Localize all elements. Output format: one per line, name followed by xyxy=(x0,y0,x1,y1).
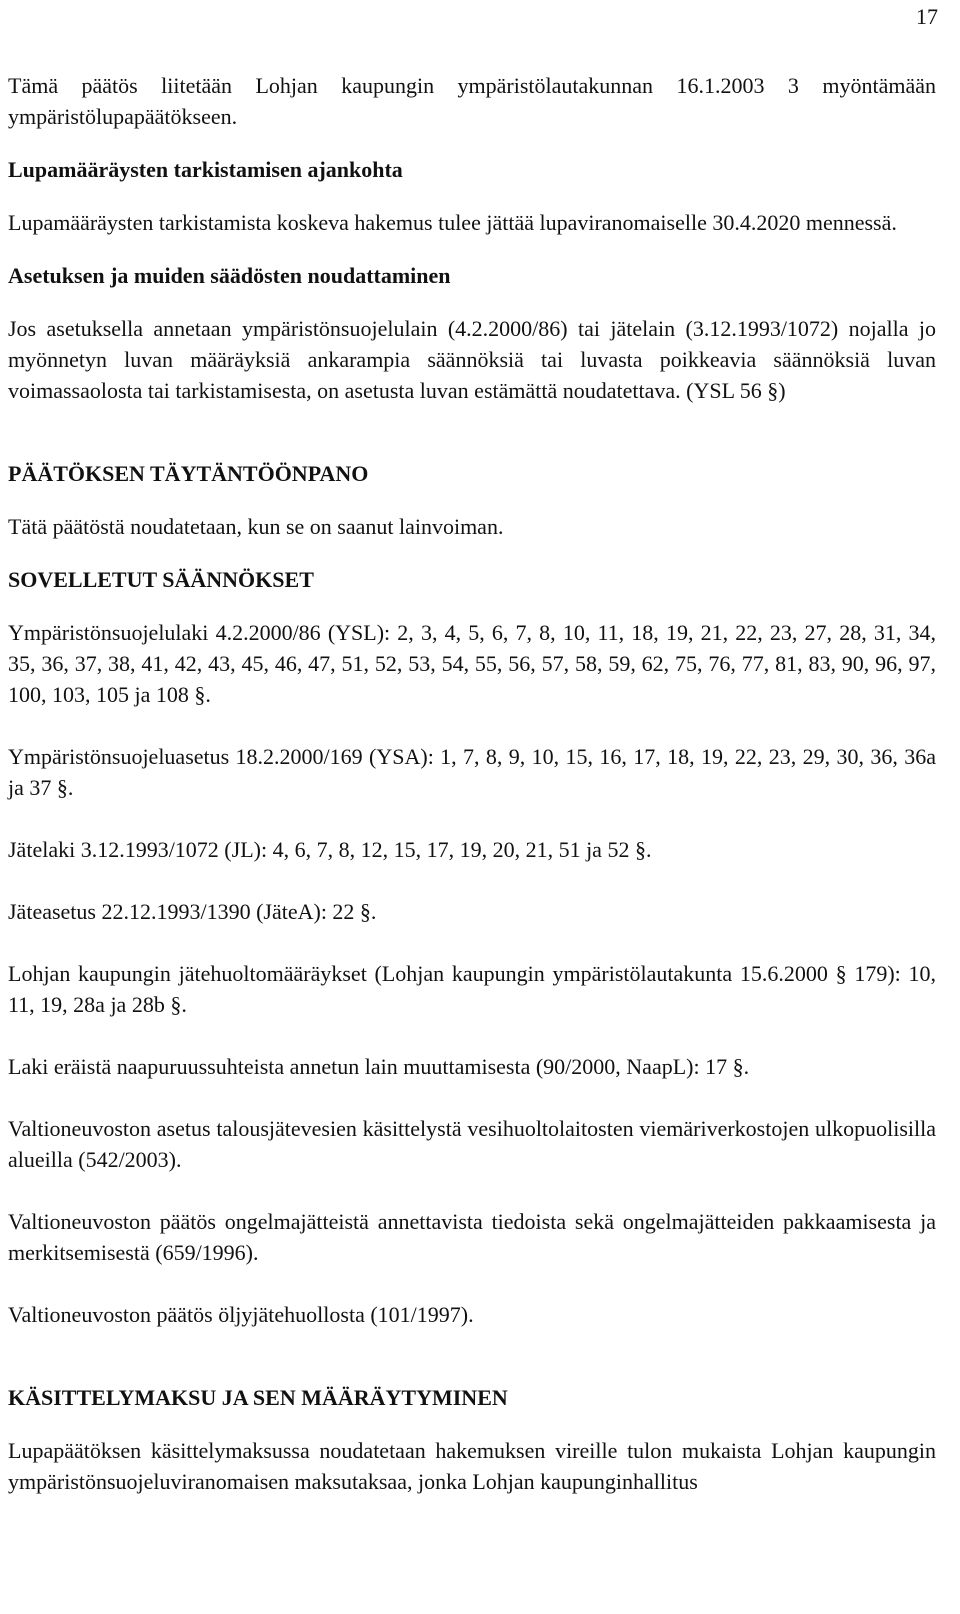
law-ysa: Ympäristönsuojeluasetus 18.2.2000/169 (YSA): 1, 7, 8, 9, 10, 15, 16, 17, 18, 19, 22, 23, 29, 30, 36, 36a ja 37 §. xyxy=(8,744,936,800)
heading-compliance: Asetuksen ja muiden säädösten noudattaminen xyxy=(8,263,451,288)
enforcement-paragraph: Tätä päätöstä noudatetaan, kun se on saanut lainvoiman. xyxy=(8,514,504,539)
law-naapl: Laki eräistä naapuruussuhteista annetun lain muuttamisesta (90/2000, NaapL): 17 §. xyxy=(8,1054,750,1079)
fee-paragraph: Lupapäätöksen käsittelymaksussa noudatetaan hakemuksen vireille tulon mukaista Lohjan kaupungin ympäristönsuojeluviranomaisen maksutaksaa, jonka Lohjan kaupunginhallitus xyxy=(8,1438,936,1494)
law-vnp-hazardous: Valtioneuvoston päätös ongelmajätteistä annettavista tiedoista sekä ongelmajätteiden pakkaamisesta ja merkitsemisestä (659/1996). xyxy=(8,1209,936,1265)
heading-enforcement: PÄÄTÖKSEN TÄYTÄNTÖÖNPANO xyxy=(8,461,369,486)
review-paragraph: Lupamääräysten tarkistamista koskeva hakemus tulee jättää lupaviranomaiselle 30.4.2020 mennessä. xyxy=(8,210,897,235)
law-vnp-oil: Valtioneuvoston päätös öljyjätehuollosta (101/1997). xyxy=(8,1302,474,1327)
document-body xyxy=(8,70,936,1497)
law-lohja: Lohjan kaupungin jätehuoltomääräykset (Lohjan kaupungin ympäristölautakunta 15.6.2000 § 179): 10, 11, 19, 28a ja 28b §. xyxy=(8,961,936,1017)
heading-review-timing: Lupamääräysten tarkistamisen ajankohta xyxy=(8,157,403,182)
compliance-paragraph: Jos asetuksella annetaan ympäristönsuojelulain (4.2.2000/86) tai jätelain (3.12.1993/1072) nojalla jo myönnetyn luvan määräyksiä ankarampia säännöksiä tai luvasta poikkeavia säännöksiä luvan voimassaolosta tai tarkistamisesta, on asetusta luvan estämättä noudatettava. (YSL 56 §) xyxy=(8,316,936,403)
heading-processing-fee: KÄSITTELYMAKSU JA SEN MÄÄRÄYTYMINEN xyxy=(8,1385,508,1410)
law-jl: Jätelaki 3.12.1993/1072 (JL): 4, 6, 7, 8, 12, 15, 17, 19, 20, 21, 51 ja 52 §. xyxy=(8,837,652,862)
law-ysl: Ympäristönsuojelulaki 4.2.2000/86 (YSL): 2, 3, 4, 5, 6, 7, 8, 10, 11, 18, 19, 21, 22, 23, 27, 28, 31, 34, 35, 36, 37, 38, 41, 42, 43, 45, 46, 47, 51, 52, 53, 54, 55, 56, 57, 58, 59, 62, 75, 76, 77, 81, 83, 90, 96, 97, 100, 103, 105 ja 108 §. xyxy=(8,620,936,707)
law-jatea: Jäteasetus 22.12.1993/1390 (JäteA): 22 §. xyxy=(8,899,377,924)
law-vna-wastewater: Valtioneuvoston asetus talousjätevesien käsittelystä vesihuoltolaitosten viemäriverkostojen ulkopuolisilla alueilla (542/2003). xyxy=(8,1116,936,1172)
intro-paragraph: Tämä päätös liitetään Lohjan kaupungin ympäristölautakunnan 16.1.2003 3 myöntämään ympäristölupapäätökseen. xyxy=(8,73,936,129)
page-number: 17 xyxy=(916,4,938,29)
heading-applied-provisions: SOVELLETUT SÄÄNNÖKSET xyxy=(8,567,314,592)
